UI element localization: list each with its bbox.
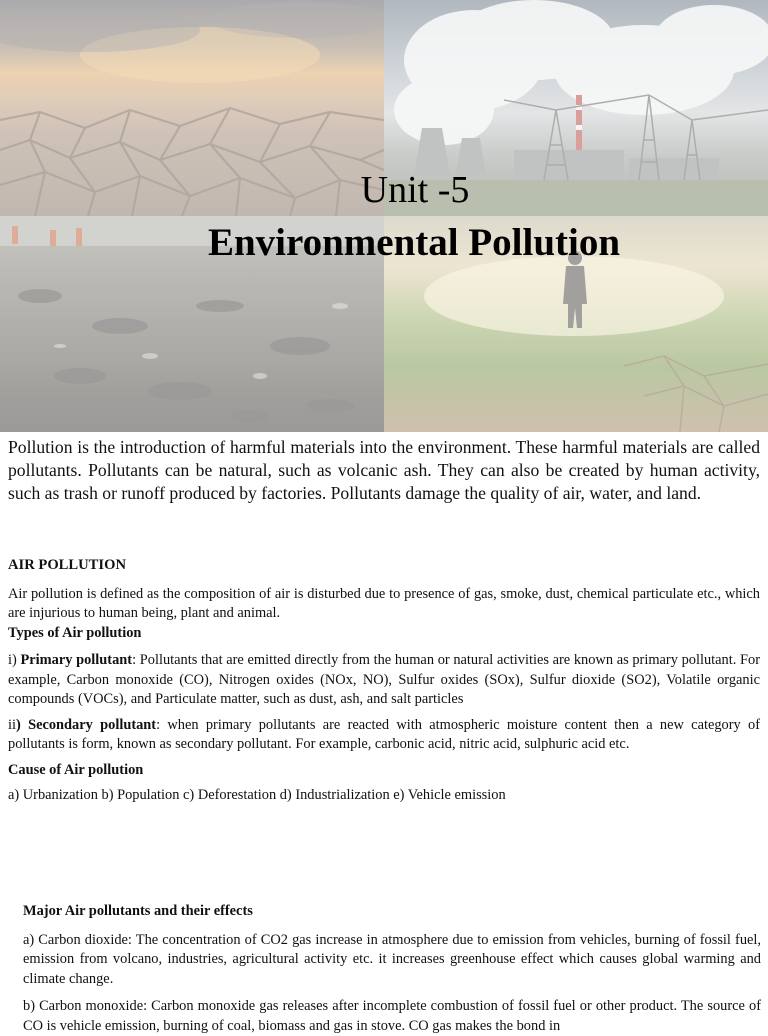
types-heading: Types of Air pollution [8, 624, 142, 641]
unit-title: Unit -5 [360, 169, 470, 211]
major-pollutants-heading: Major Air pollutants and their effects [23, 903, 253, 919]
secondary-text: : when primary pollutants are reacted with atmospheric moisture content then a new category of pollutants is form, known as secondary pollutant. For example, carbonic acid, nitric acid, sulphuric acid etc. [8, 716, 760, 752]
secondary-pollutant-paragraph [8, 716, 760, 755]
air-pollution-heading: AIR POLLUTION [8, 557, 126, 573]
primary-label: Primary pollutant [20, 652, 133, 668]
cover-image [0, 0, 768, 432]
primary-pollutant-paragraph [8, 651, 760, 710]
pollutant-item: b) Carbon monoxide: Carbon monoxide gas releases after incomplete combustion of fossil fuel or other product. The source of CO is vehicle emission, burning of coal, biomass and gas in stove. CO gas makes the bond in [23, 998, 761, 1034]
secondary-prefix: ii [8, 716, 16, 733]
air-pollution-section [8, 556, 760, 806]
cause-heading: Cause of Air pollution [8, 761, 144, 778]
pollutant-item: a) Carbon dioxide: The concentration of CO2 gas increase in atmosphere due to emission from vehicles, burning of fossil fuel, emission from volcano, industries, agricultural activity etc. it increases greenhouse effect which causes global warming and climate change. [23, 931, 761, 987]
secondary-label: ) Secondary pollutant [16, 716, 157, 733]
primary-prefix: i) [8, 652, 21, 668]
primary-text: : Pollutants that are emitted directly from the human or natural activities are known as primary pollutant. For example, Carbon monoxide (CO), Nitrogen oxides (NOx, NO), Sulfur oxides (SOx), Sulfur dioxide (SO2), Volatile organic compounds (VOCs), and Particulate matter, such as dust, ash, and salt particles [8, 652, 761, 707]
air-pollution-definition: Air pollution is defined as the composition of air is disturbed due to presence of gas, smoke, dust, chemical particulate etc., which are injurious to human being, plant and animal. [8, 585, 760, 621]
causes-list: a) Urbanization b) Population c) Deforestation d) Industrialization e) Vehicle emission [8, 787, 506, 803]
major-pollutants-section [23, 902, 761, 1036]
unit-subtitle: Environmental Pollution [207, 221, 621, 264]
intro-paragraph: Pollution is the introduction of harmful materials into the environment. These harmful materials are called pollutants. Pollutants can be natural, such as volcanic ash. They can also be created by human activity, such as trash or runoff produced by factories. Pollutants damage the quality of air, water, and land. [8, 437, 760, 504]
